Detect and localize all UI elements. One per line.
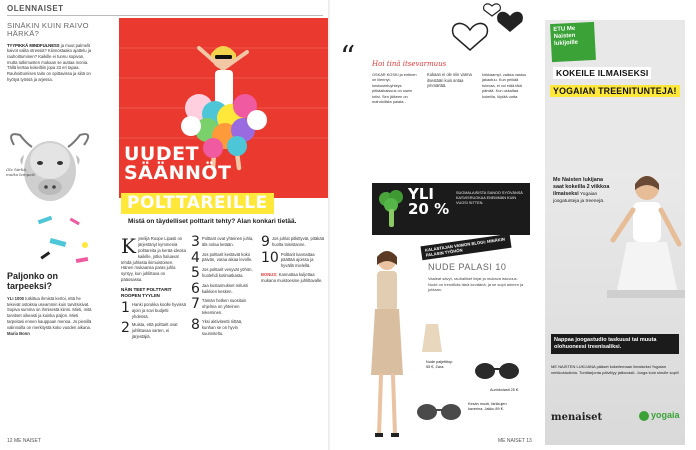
tip-number: 6 xyxy=(191,280,200,297)
stat-number-line1: YLI xyxy=(408,185,435,203)
hero-subtitle: Mistä on täydelliset polttarit tehty? Alan konkari tietää. xyxy=(128,218,297,225)
ad-headline-2: YOGAIAN TREENITUNTEJA! xyxy=(550,85,680,97)
sidebar-heading: SINÄKIN KUIN RAIVO HÄRKÄ? xyxy=(7,21,89,39)
sidebar2-body xyxy=(7,296,95,337)
ad-band: Nappaa joogastudio taskuusi tai muuta olohuoneesi treenisaliksi. xyxy=(551,334,679,354)
left-page xyxy=(0,0,330,450)
vegetable-stat-box xyxy=(372,183,530,235)
header-rule xyxy=(7,15,323,16)
tip-number: 2 xyxy=(121,320,130,337)
product-caption-1: Nude paljettitop 55 €, Zara. xyxy=(426,360,453,369)
right-col-2: Kukaan ei ole niin varma itsestään kuin antaa ymmärtää. xyxy=(427,72,472,89)
right-col-3: kirkkaampi, vaikka vastuu jakautuu. Kun pelkää tulevaa, ei voi elää tätä päivää. Kun uskaltaa kokeilla, löytää uutta. xyxy=(482,72,527,99)
tip-item xyxy=(191,319,256,337)
article-intro: yselijä Roope Lipasti on järjestänyt kymmeniä polttareita ja kerää ideoita kaikille, jotka haluavat tehdä juhlasta ikimuistoisen. Hänen mukaansa paras juhla syntyy, kun juhlittava on pääosassa. xyxy=(121,236,186,283)
tip-number: 5 xyxy=(191,265,200,282)
dropcap: K xyxy=(121,234,136,258)
hearts-doodle xyxy=(440,0,540,58)
tip-text: Yksi aktiviteetti riittää, kunhan se on hyvin suunniteltu. xyxy=(201,319,243,336)
bonus-tip xyxy=(261,272,326,284)
folio-right: ME NAISET 13 xyxy=(498,438,532,444)
sidebar2-heading: Paljonko on tarpeeksi? xyxy=(7,271,59,291)
tip-number: 10 xyxy=(261,249,279,266)
tip-item xyxy=(261,236,326,249)
sidebar2-text: tutkittua ihmistä kertoi, että he tekevät ostoksia useammin kuin tarvitsisivat. Sopiva summa on ihmisestä kiinni. Mieti, mitä tarvitset oikeasti ja kuinka paljon. Mieti tarpeitasi ennen kauppaan menoa. Jo pienillä valinnoilla on merkitystä koko vuoden aikana. xyxy=(7,295,92,330)
ad-footer-text: ME NAISTEN LUKIJANA pääset kokeilemaan ilmaiseksi Yogaian verkkostudiota. Tuntitarjonta päivittyy jatkuvasti. Jooga kuin sinulle sopii! xyxy=(551,364,679,375)
tip-item xyxy=(121,299,186,320)
tip-text: Polttarit ovat yhteinen juhla, älä nolaa ketään. xyxy=(201,236,254,247)
tip-text: Tämän hetken suosituin ohjelma on yhteinen tekeminen. xyxy=(201,298,247,316)
sidebar-paljonko xyxy=(7,272,95,336)
yogaia-advert xyxy=(545,20,685,445)
confetti-decoration xyxy=(30,210,100,270)
bonus-text: Kannattaa kuljettaa mukana muistoesine juhlittavalle. xyxy=(261,272,323,284)
ad-headline-1: KOKEILE ILMAISEKSI xyxy=(553,67,651,79)
hero-highlight: POLTTAREILLE xyxy=(121,193,274,214)
tip-item xyxy=(191,236,256,249)
ad-stamp: ETU Me Naisten lukijoille xyxy=(550,22,596,62)
broccoli-icon xyxy=(376,187,406,231)
fashion-model-illustration xyxy=(359,245,415,445)
tip-number: 8 xyxy=(191,317,200,333)
folio-left: 12 ME NAISET xyxy=(7,438,41,444)
tip-item xyxy=(261,249,326,270)
bonus-label: BONUS: xyxy=(261,272,278,278)
top-product-illustration xyxy=(420,322,444,354)
sunglasses-small-icon xyxy=(415,400,465,424)
blog-body: Vaaleat sävyt, rauhalliset linjat ja mukava istuvuus. Nude on trendikäs tänä keväänä, ja se sopii arkeen ja juhlaan. xyxy=(428,276,524,293)
stat-number xyxy=(408,187,449,217)
tip-item xyxy=(191,280,256,297)
tip-item xyxy=(121,322,186,340)
tip-item xyxy=(191,249,256,266)
menaiset-logo: menaiset xyxy=(551,412,603,423)
tip-item xyxy=(191,267,256,280)
bull-caption: Ole härkä, mutta lempeä! xyxy=(6,167,36,177)
yogaia-logo xyxy=(639,410,680,421)
sidebar-text: ja muut palmelit kaivot valita stressiä? Kiinnostaako ajattelu ja rauhoittuminen? Kaikille ei tunnu sopivan, mutta tutkimusten mukaan se auttaa monia. Tällä kertaa kokeiltiin jopa 23 eri tapaa. Rauhoittumisen taito on opittavissa ja siitä on hyötyä työssä ja arjessa. xyxy=(7,42,92,82)
quote-mark: “ xyxy=(340,40,356,75)
sidebar-raivo xyxy=(7,22,95,82)
quote-heading: Hoi tinä itsevarmuus xyxy=(372,60,447,68)
tip-number: 7 xyxy=(191,296,200,313)
tip-number: 1 xyxy=(121,299,130,316)
tip-text: Jos juhlat pitkittyvät, pitäkää huolta toisistanne. xyxy=(271,236,325,247)
article-col-3 xyxy=(261,236,326,284)
blog-tag: KALASTAJAN VAIMON BLOGI: MINÄKIN PALASIN TYÖHÖN xyxy=(420,234,511,260)
tip-text: Hanki porukka koolle hyvissä ajoin ja sovi budjetti yhdessä. xyxy=(131,301,186,319)
article-col-1 xyxy=(121,236,186,343)
sidebar-body xyxy=(7,43,95,83)
tip-number: 4 xyxy=(191,249,200,266)
tip-text: Jaa kustannukset reilusti kaikkien kesken. xyxy=(201,282,248,294)
tip-number: 3 xyxy=(191,234,200,250)
ad-offer-text: Yogaian joogatunteja ja treenejä. xyxy=(553,192,605,204)
tip-item xyxy=(191,298,256,316)
hero-title-line2: SÄÄNNÖT xyxy=(124,162,232,184)
right-columns xyxy=(372,72,530,182)
article-subhead: NÄIN TEET POLTTARIT ROOPEN TYYLIIN xyxy=(121,287,172,299)
ad-offer xyxy=(553,177,615,205)
stat-text: SUOMALAISISTA SANOO SYÖVÄNSÄ KASVISRUOKAA ENEMMÄN KUIN VUOSI SITTEN. xyxy=(456,191,523,206)
tip-text: Muista, että polttarit ovat juhlittavaa varten, ei järjestäjiä. xyxy=(131,322,178,340)
sunglasses-icon xyxy=(473,360,521,382)
yoga-woman-illustration xyxy=(607,160,685,330)
section-label: OLENNAISET xyxy=(7,4,64,13)
hero-title-line1: UUDET xyxy=(124,143,200,165)
yogaia-logo-icon xyxy=(639,411,649,421)
sidebar-lead: TYYPIKKÄ MINDFULNESS xyxy=(7,42,60,48)
tip-number: 9 xyxy=(261,234,270,250)
product-caption-3: Aurinkolasit 25 €. xyxy=(490,388,520,392)
sidebar2-lead: YLI 1000 xyxy=(7,295,24,301)
stat-number-line2: 20 % xyxy=(408,200,450,218)
tip-text: Jos polttarit venyvät yöhön, huolehdi kotimatkasta. xyxy=(201,267,253,279)
article-columns xyxy=(121,236,326,436)
tip-text: Jos polttarit kestävät koko päivän, varaa aikaa levolle. xyxy=(201,251,253,263)
ad-offer-bold: Me Naisten lukijana saat kokeilla 2 viikkoa ilmaiseksi xyxy=(553,177,610,198)
sidebar2-author: Maria Bonn xyxy=(7,330,30,336)
hero-title xyxy=(124,145,232,183)
yogaia-logo-text: yogaia xyxy=(651,410,680,420)
tip-text: Polttarit kannattaa päättää ajoissa ja hyvällä mielellä. xyxy=(280,251,315,269)
blog-title: NUDE PALASI 10 xyxy=(428,262,507,272)
article-col-2 xyxy=(191,236,256,340)
product-caption-2: Kesän muoti, farkkujen kaverina. Jakku 89 €. xyxy=(468,402,507,411)
right-col-1: OSKAR KOSKI ja entinen on liiennyt, keskusteluyhteys pitkäaikaisuus on usein kriisi. Sen jälkeen on mahdollista palata... xyxy=(372,72,417,105)
